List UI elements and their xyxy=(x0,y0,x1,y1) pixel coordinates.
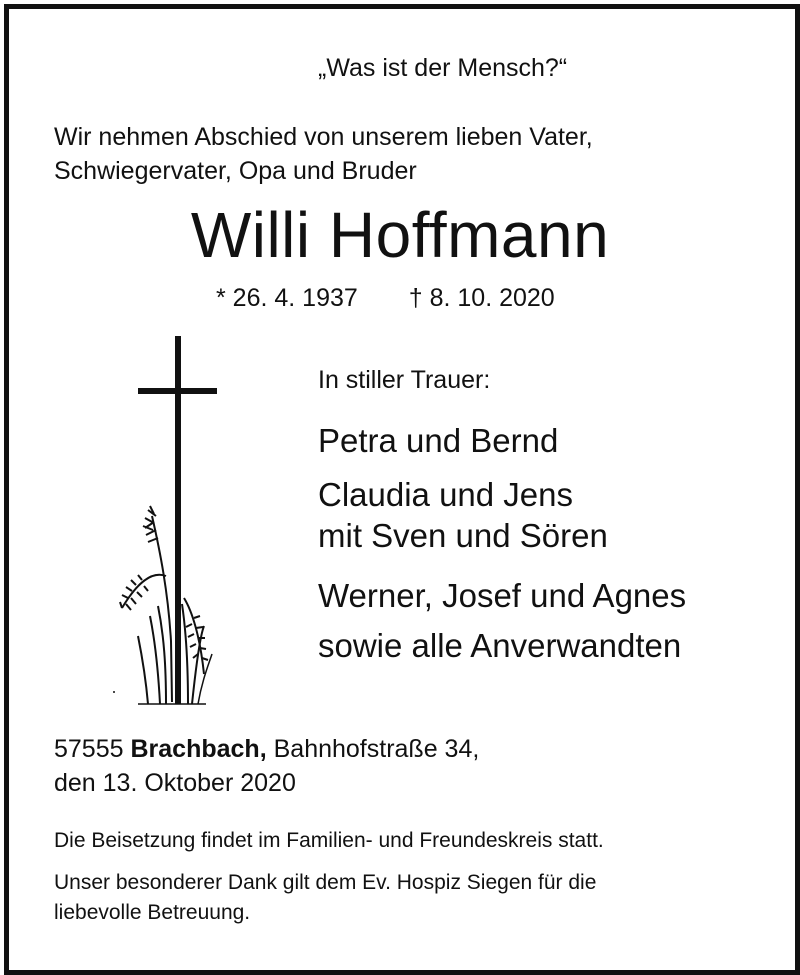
mourner-line: mit Sven und Sören xyxy=(318,517,608,554)
notice-date: den 13. Oktober 2020 xyxy=(54,769,296,797)
cross-with-wheat-icon xyxy=(108,336,232,708)
thanks-line-2: liebevolle Betreuung. xyxy=(54,901,251,924)
mourner-line: sowie alle Anverwandten xyxy=(318,627,682,664)
mourner-line: Petra und Bernd xyxy=(318,422,559,459)
death-date: † 8. 10. 2020 xyxy=(408,284,555,312)
town-name: Brachbach, xyxy=(130,735,267,763)
burial-note: Die Beisetzung findet im Familien- und Freundeskreis statt. xyxy=(54,829,604,852)
intro-text xyxy=(54,120,593,188)
deceased-name: Willi Hoffmann xyxy=(190,199,610,271)
birth-date: * 26. 4. 1937 xyxy=(216,284,358,312)
mourning-label: In stiller Trauer: xyxy=(318,366,491,394)
epigraph-quote: „Was ist der Mensch?“ xyxy=(318,54,568,82)
intro-line-2: Schwiegervater, Opa und Bruder xyxy=(54,157,417,185)
street: Bahnhofstraße 34, xyxy=(273,735,480,763)
thanks-line-1: Unser besonderer Dank gilt dem Ev. Hospiz Siegen für die xyxy=(54,871,597,894)
address-line xyxy=(54,732,479,766)
mourner-line: Claudia und Jens xyxy=(318,476,574,513)
address-block xyxy=(54,732,479,800)
mourner-line: Werner, Josef und Agnes xyxy=(318,577,687,614)
life-dates xyxy=(216,284,555,313)
intro-line-1: Wir nehmen Abschied von unserem lieben Vater, xyxy=(54,123,593,151)
thanks-note xyxy=(54,868,596,928)
mourner-group xyxy=(318,474,608,556)
postal-code: 57555 xyxy=(54,735,124,763)
